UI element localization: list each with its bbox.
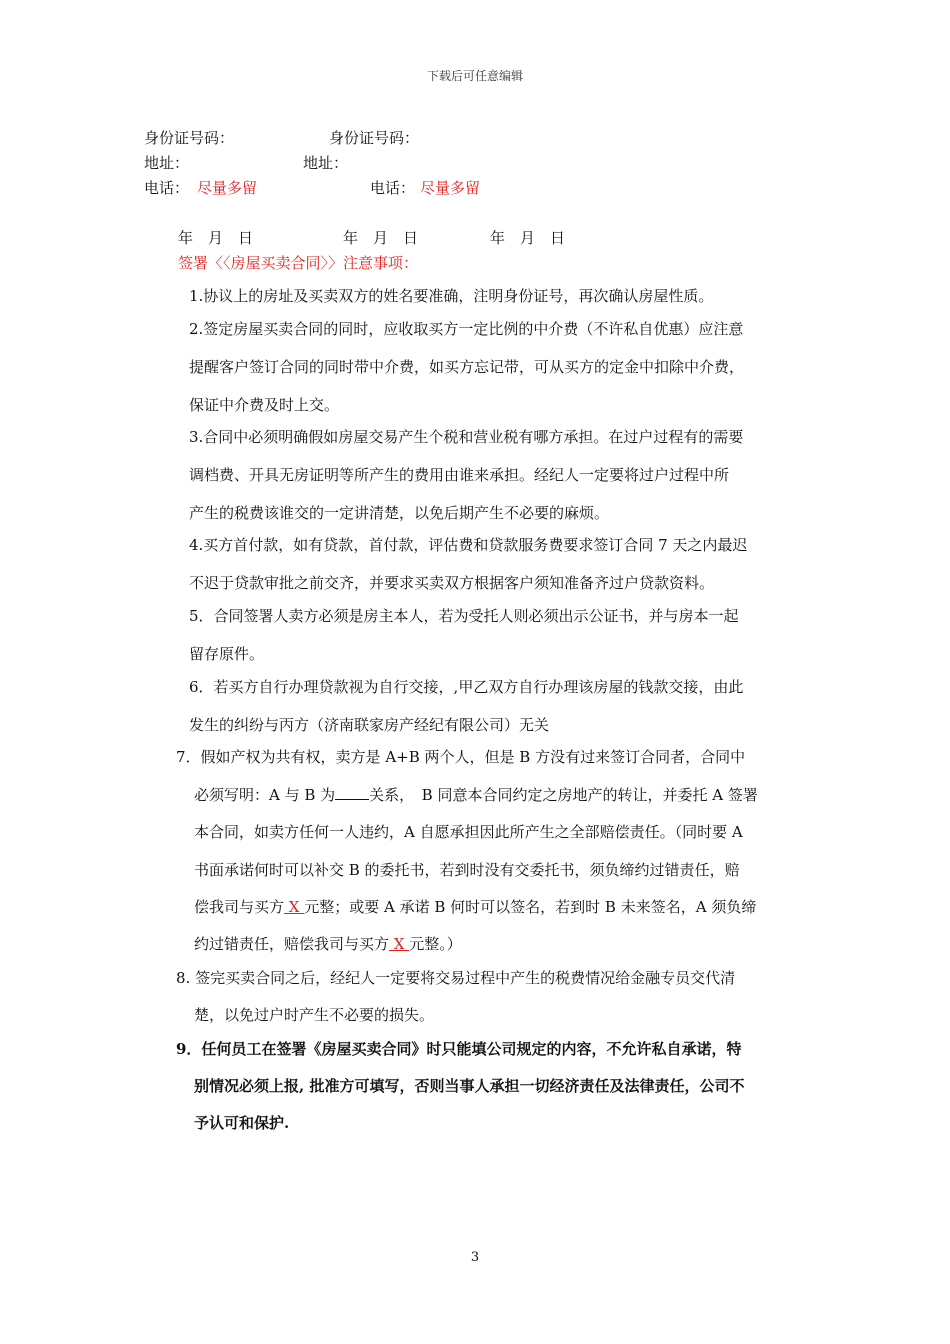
id-label-party-a: 身份证号码： [144, 129, 235, 147]
list-item-line: 楚，以免过户时产生不必要的损失。 [194, 1006, 435, 1024]
list-item-line: 本合同，如卖方任何一人违约，A 自愿承担因此所产生之全部赔偿责任。（同时要 A [194, 823, 743, 841]
list-item-line: 发生的纠纷与丙方（济南联家房产经纪有限公司）无关 [189, 716, 550, 734]
list-item-line: 提醒客户签订合同的同时带中介费，如买方忘记带，可从买方的定金中扣除中介费， [189, 358, 745, 376]
list-item-line: 书面承诺何时可以补交 B 的委托书，若到时没有交委托书，须负缔约过错责任，赔 [194, 861, 740, 879]
address-label-party-b: 地址： [303, 154, 349, 172]
list-item-line: 产生的税费该谁交的一定讲清楚，以免后期产生不必要的麻烦。 [189, 504, 610, 522]
item7-text: 关系， B 同意本合同约定之房地产的转让，并委托 A 签署 [369, 786, 758, 804]
page-number: 3 [470, 1250, 480, 1265]
item7-text: 必须写明：A 与 B 为 [194, 786, 336, 804]
date-field: 年 月 日 [490, 229, 566, 247]
list-item-line [194, 897, 756, 917]
list-item-line: 4.买方首付款，如有贷款，首付款，评估费和贷款服务费要求签订合同 7 天之内最迟 [189, 536, 748, 554]
amount-placeholder: X [389, 935, 410, 953]
item7-text: 元整。） [409, 935, 462, 953]
list-item-line: 予认可和保护. [194, 1114, 290, 1132]
phone-label-party-b: 电话： [370, 179, 416, 197]
list-item-line [194, 934, 462, 954]
list-item-line [194, 785, 758, 805]
date-field: 年 月 日 [178, 229, 254, 247]
list-item-line: 别情况必须上报, 批准方可填写，否则当事人承担一切经济责任及法律责任，公司不 [194, 1077, 745, 1095]
phone-note-party-b: 尽量多留 [420, 179, 481, 197]
list-item-line: 5．合同签署人卖方必须是房主本人，若为受托人则必须出示公证书，并与房本一起 [189, 607, 739, 625]
header-note: 下载后可任意编辑 [426, 69, 523, 83]
list-item-line: 1.协议上的房址及买卖双方的姓名要准确，注明身份证号，再次确认房屋性质。 [189, 287, 714, 305]
list-item-line: 调档费、开具无房证明等所产生的费用由谁来承担。经纪人一定要将过户过程中所 [189, 466, 730, 484]
address-label-party-a: 地址： [144, 154, 190, 172]
item7-text: 元整；或要 A 承诺 B 何时可以签名，若到时 B 未来签名，A 须负缔 [304, 898, 757, 916]
list-item-line: 不迟于贷款审批之前交齐，并要求买卖双方根据客户须知准备齐过户贷款资料。 [189, 574, 715, 592]
phone-note-party-a: 尽量多留 [197, 179, 258, 197]
list-item-line: 9．任何员工在签署《房屋买卖合同》时只能填公司规定的内容，不允许私自承诺，特 [176, 1040, 742, 1058]
notice-title: 签署〈〈房屋买卖合同〉〉注意事项： [178, 254, 419, 272]
list-item-line: 3.合同中必须明确假如房屋交易产生个税和营业税有哪方承担。在过户过程有的需要 [189, 428, 744, 446]
phone-label-party-a: 电话： [144, 179, 190, 197]
list-item-line: 保证中介费及时上交。 [189, 396, 340, 414]
list-item-line: 8. 签完买卖合同之后，经纪人一定要将交易过程中产生的税费情况给金融专员交代清 [176, 969, 736, 987]
list-item-line: 2.签定房屋买卖合同的同时，应收取买方一定比例的中介费（不许私自优惠）应注意 [189, 320, 744, 338]
amount-placeholder: X [284, 898, 305, 916]
list-item-line: 留存原件。 [189, 645, 265, 663]
item7-text: 偿我司与买方 [194, 898, 285, 916]
list-item-line: 6．若买方自行办理贷款视为自行交接，,甲乙双方自行办理该房屋的钱款交接，由此 [189, 678, 744, 696]
list-item-line: 7．假如产权为共有权，卖方是 A+B 两个人，但是 B 方没有过来签订合同者，合同中 [176, 748, 746, 766]
id-label-party-b: 身份证号码： [329, 129, 420, 147]
date-field: 年 月 日 [343, 229, 419, 247]
relationship-blank [335, 785, 369, 800]
item7-text: 约过错责任，赔偿我司与买方 [194, 935, 390, 953]
